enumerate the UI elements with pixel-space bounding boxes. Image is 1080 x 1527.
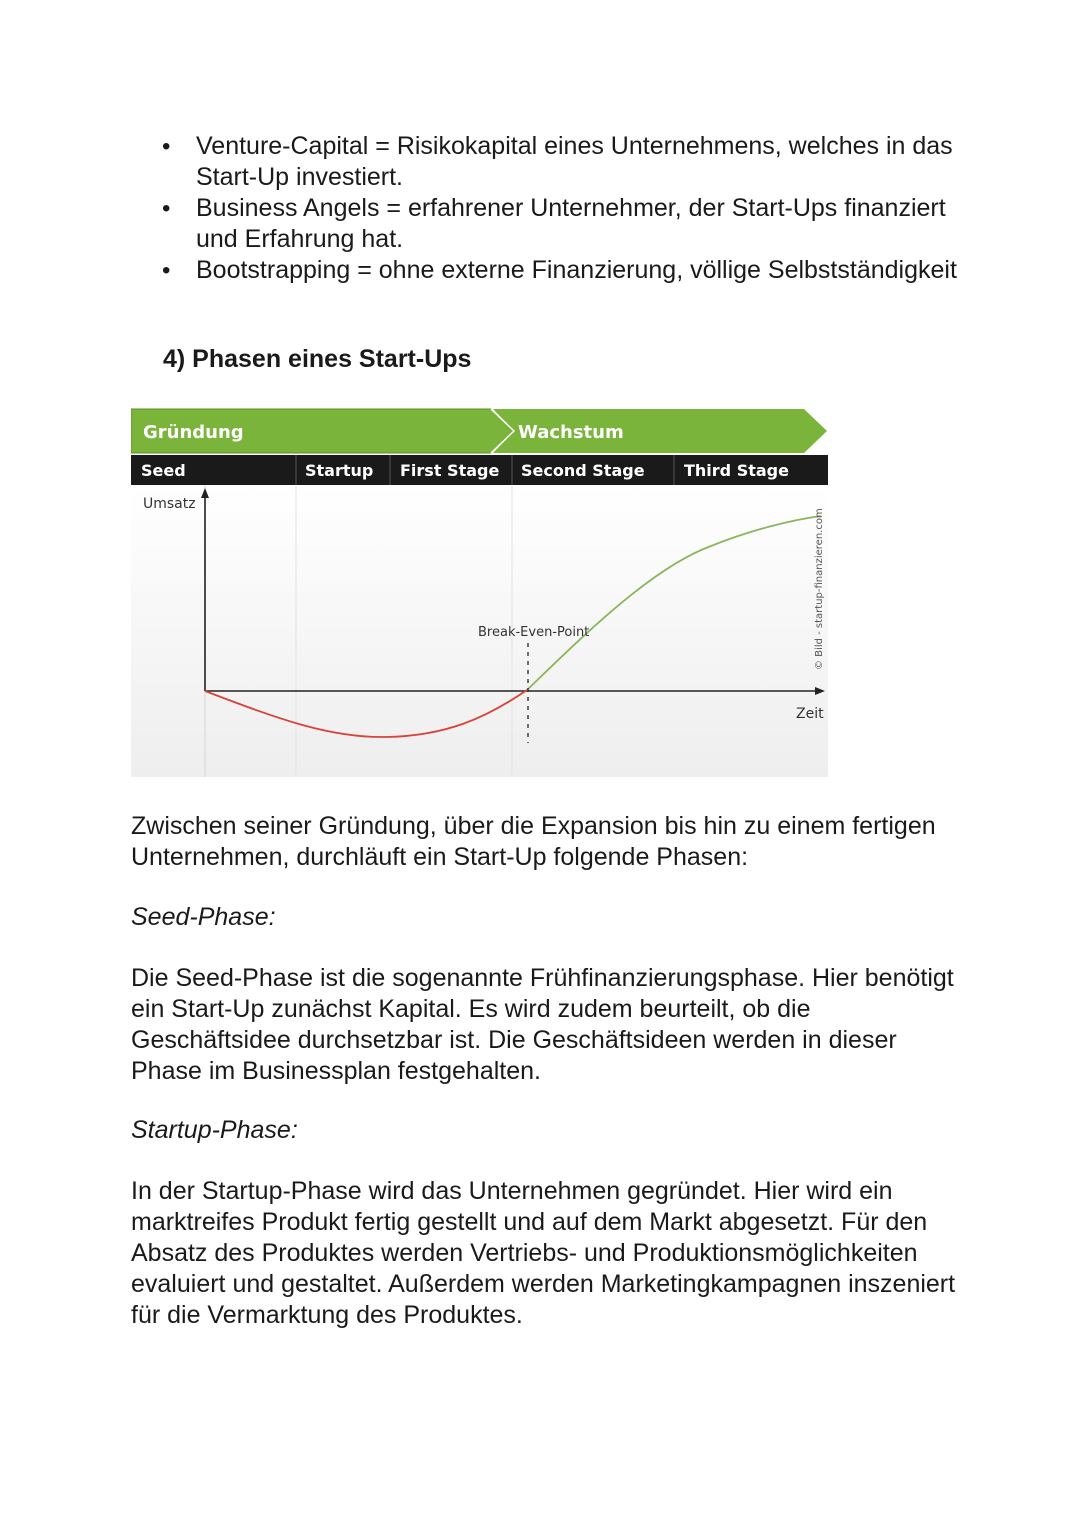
section-heading: 4) Phasen eines Start-Ups (163, 345, 472, 373)
break-even-label: Break-Even-Point (478, 625, 590, 640)
stage-label-seed: Seed (141, 461, 186, 480)
stage-label-first: First Stage (400, 461, 500, 480)
seed-phase-text: Die Seed-Phase ist die sogenannte Frühfinanzierungsphase. Hier benötigt ein Start-Up zunächst Kapital. Es wird zudem beurteilt, ob die Geschäftsidee durchsetzbar ist. Die Geschäftsideen werden in dieser Phase im Businessplan festgehalten. (131, 964, 954, 1085)
stage-label-second: Second Stage (521, 461, 645, 480)
stage-label-startup: Startup (305, 461, 374, 480)
banner-gruendung-label: Gründung (143, 422, 244, 443)
startup-phases-figure (131, 408, 831, 780)
y-axis-label: Umsatz (143, 496, 196, 512)
x-axis-label: Zeit (796, 706, 824, 722)
intro-paragraph: Zwischen seiner Gründung, über die Expansion bis hin zu einem fertigen Unternehmen, durchläuft ein Start-Up folgende Phasen: (131, 812, 936, 871)
startup-phase-text: In der Startup-Phase wird das Unternehmen gegründet. Hier wird ein marktreifes Produkt fertig gestellt und auf dem Markt abgesetzt. Für den Absatz des Produktes werden Vertriebs- und Produktionsmöglichkeiten evaluiert und gestaltet. Außerdem werden Marketingkampagnen inszeniert für die Vermarktung des Produktes. (131, 1177, 956, 1329)
bullet-business-angels: • Business Angels = erfahrener Unternehmer, der Start-Ups finanziert und Erfahrung hat. (160, 193, 960, 255)
stage-label-third: Third Stage (684, 461, 789, 480)
definition-list (160, 131, 960, 286)
banner-wachstum-label: Wachstum (518, 422, 624, 443)
bullet-venture-capital: • Venture-Capital = Risikokapital eines Unternehmens, welches in das Start-Up investiert. (160, 131, 960, 193)
image-credit: © Bild - startup-finanzieren.com (814, 508, 825, 670)
phases-chart (131, 408, 831, 780)
seed-phase-title: Seed-Phase: (131, 903, 276, 931)
bullet-bootstrapping: • Bootstrapping = ohne externe Finanzierung, völlige Selbstständigkeit (160, 255, 960, 286)
startup-phase-title: Startup-Phase: (131, 1116, 298, 1144)
